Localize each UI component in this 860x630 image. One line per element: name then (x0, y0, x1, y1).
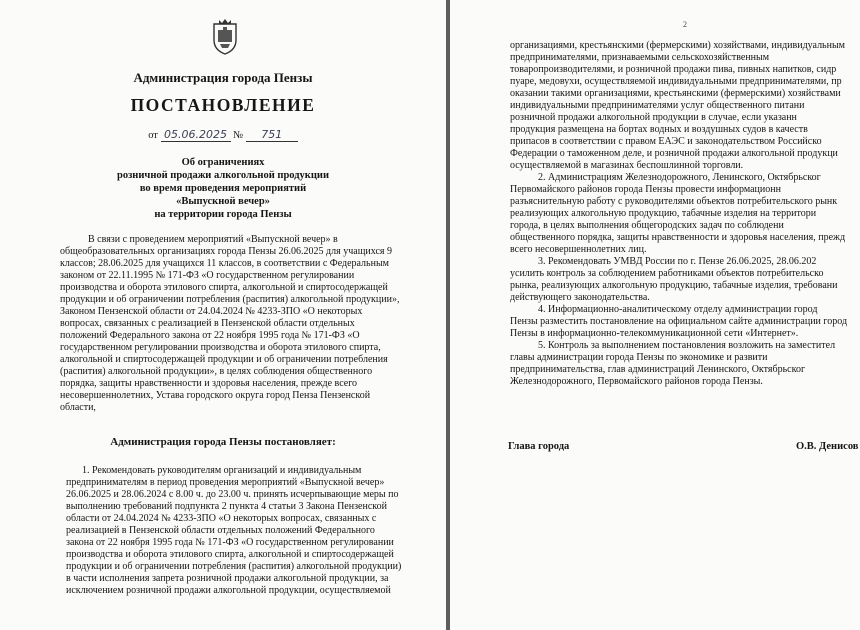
clause-line: продукции и об ограничении потребления (распития) алкогольной продукции) (66, 561, 402, 572)
body-line: Железнодорожного, Первомайского районов города Пензы. (510, 376, 763, 387)
number-value: 751 (261, 128, 283, 141)
body-line: Федерации о таможенном деле, и розничной продажи алкогольной продукци (510, 148, 838, 159)
title-line: на территории города Пензы (154, 209, 292, 220)
body-line: индивидуальными предпринимателями услуг общественного питани (510, 100, 805, 111)
preamble-line: законом от 22.11.1995 № 171-ФЗ «О государственном регулировании (60, 270, 355, 281)
clause-line: исключением розничной продажи алкогольной продукции, осуществляемой (66, 585, 391, 596)
clause-line: предпринимателям в период проведения мероприятий «Выпускной вечер» (66, 477, 385, 488)
signature-name: О.В. Денисов (796, 441, 859, 452)
body-line: осуществляемой в магазинах беспошлинной торговли. (510, 160, 744, 171)
clause-line: области от 24.04.2024 № 4233-ЗПО «О некоторых вопросах, связанных с (66, 513, 377, 524)
preamble-line: алкогольной и спиртосодержащей продукции и об ограничении потребления (60, 354, 388, 365)
body-line: предпринимателями, признаваемыми сельскохозяйственным (510, 52, 770, 63)
page-number: 2 (683, 20, 687, 29)
preamble-line: продукции и об ограничении потребления (распития) алкогольной продукции», (60, 294, 400, 305)
document-type: ПОСТАНОВЛЕНИЕ (130, 95, 316, 115)
number-prefix: № (233, 130, 244, 141)
body-line: пуаре, медовухи, осуществляемой индивидуальными предпринимателями, пр (510, 76, 842, 87)
body-line: главы администрации города Пензы по экономике и развити (510, 352, 768, 363)
date-value: 05.06.2025 (164, 128, 227, 141)
title-line: розничной продажи алкогольной продукции (116, 170, 330, 181)
body-line: розничной продажи алкогольной продукции в случае, если указанн (510, 112, 797, 123)
organization-name: Администрация города Пензы (133, 70, 313, 85)
body-line: действующего законодательства. (510, 292, 650, 303)
body-line: общественного порядка, защиты нравственности и здоровья населения, прежд (510, 232, 846, 243)
preamble-line: несовершеннолетних, Устава городского округа город Пенза Пензенской (60, 390, 371, 401)
clause-line: 1. Рекомендовать руководителям организаций и индивидуальным (82, 465, 362, 476)
preamble-line: государственном регулировании производства и оборота этилового спирта, (60, 342, 381, 353)
title-line: во время проведения мероприятий (139, 183, 307, 194)
decree-statement: Администрация города Пензы постановляет: (110, 436, 336, 448)
clause-line: реализацией в Пензенской области отдельных положений Федерального (66, 525, 375, 536)
preamble-line: Законом Пензенской области от 24.04.2024 № 4233-ЗПО «О некоторых (60, 306, 363, 317)
clause-line: выполнению требований подпункта 2 пункта 4 статьи 3 Закона Пензенской (66, 501, 387, 512)
body-line: 2. Администрациям Железнодорожного, Ленинского, Октябрьског (538, 172, 821, 183)
title-line: «Выпускной вечер» (176, 196, 270, 207)
body-line: Первомайского районов города Пензы провести информационн (510, 184, 781, 195)
clause-1 (66, 465, 416, 597)
body-line: Пензы разместить постановление на официальном сайте администрации город (510, 316, 848, 327)
date-prefix: от (148, 130, 158, 141)
body-line: усилить контроль за соблюдением работниками объектов потребительско (510, 268, 824, 279)
body-line: 5. Контроль за выполнением постановления возложить на заместител (538, 340, 836, 351)
preamble-line: порядка, защиты нравственности и здоровья населения, прежде всего (60, 378, 358, 389)
preamble-line: общеобразовательных организациях города Пензы 26.06.2025 для учащихся 9 (60, 246, 392, 257)
preamble-line: (распития) алкогольной продукции», в целях соблюдения общественного (60, 366, 373, 377)
body-line: рынка, реализующих алкогольную продукцию, табачные изделия, требовани (510, 280, 838, 291)
signature-title: Глава города (508, 441, 570, 452)
document-title (0, 156, 446, 221)
body-line: припасов в соответствии с правом ЕАЭС и законодательством Российско (510, 136, 822, 147)
body-line: реализующих алкогольную продукцию, табачные изделия на территори (510, 208, 817, 219)
title-line: Об ограничениях (181, 157, 265, 168)
body-line: предпринимательства, глав администраций Ленинского, Октябрьског (510, 364, 806, 375)
preamble-line: положений Федерального закона от 22 ноября 1995 года № 171-ФЗ «О (60, 330, 360, 341)
document-page-2 (450, 0, 860, 630)
clause-line: в части исполнения запрета розничной продажи алкогольной продукции, за (66, 573, 389, 584)
number-field (246, 128, 298, 142)
page-2-body (510, 40, 855, 388)
clause-line: 26.06.2025 и 28.06.2024 с 8.00 ч. до 23.00 ч. принять исчерпывающие меры по (66, 489, 399, 500)
date-number-line (0, 128, 446, 142)
body-line: Пензы в информационно-телекоммуникационной сети «Интернет». (510, 328, 799, 339)
city-coat-of-arms-icon (210, 16, 240, 56)
body-line: 4. Информационно-аналитическому отделу администрации город (538, 304, 818, 315)
preamble-line: производства и оборота этилового спирта, алкогольной и спиртосодержащей (60, 282, 388, 293)
body-line: организациями, крестьянскими (фермерскими) хозяйствами, индивидуальным (510, 40, 846, 51)
body-line: продукция размещена на бортах водных и воздушных судов в качеств (510, 124, 808, 135)
preamble-line: классов; 28.06.2025 для учащихся 11 классов, в соответствии с Федеральным (60, 258, 389, 269)
date-field (161, 128, 231, 142)
body-line: 3. Рекомендовать УМВД России по г. Пензе 26.06.2025, 28.06.202 (538, 256, 817, 267)
preamble-line: В связи с проведением мероприятий «Выпускной вечер» в (88, 234, 338, 245)
preamble-line: области, (60, 402, 96, 413)
clause-line: производства и оборота этилового спирта, алкогольной и спиртосодержащей (66, 549, 394, 560)
body-line: разъяснительную работу с руководителями объектов потребительского рынк (510, 196, 838, 207)
preamble (60, 234, 412, 414)
preamble-line: вопросах, связанных с реализацией в Пензенской области отдельных (60, 318, 355, 329)
body-line: города, в целях выполнения общегородских задач по соблюдени (510, 220, 784, 231)
body-line: оказании такими организациями, крестьянскими (фермерскими) хозяйствами (510, 88, 841, 99)
body-line: товаропроизводителями, и розничной продажи пива, пивных напитков, сидр (510, 64, 837, 75)
body-line: всего несовершеннолетних лиц. (510, 244, 647, 255)
clause-line: закона от 22 ноября 1995 года № 171-ФЗ «О государственном регулировании (66, 537, 394, 548)
